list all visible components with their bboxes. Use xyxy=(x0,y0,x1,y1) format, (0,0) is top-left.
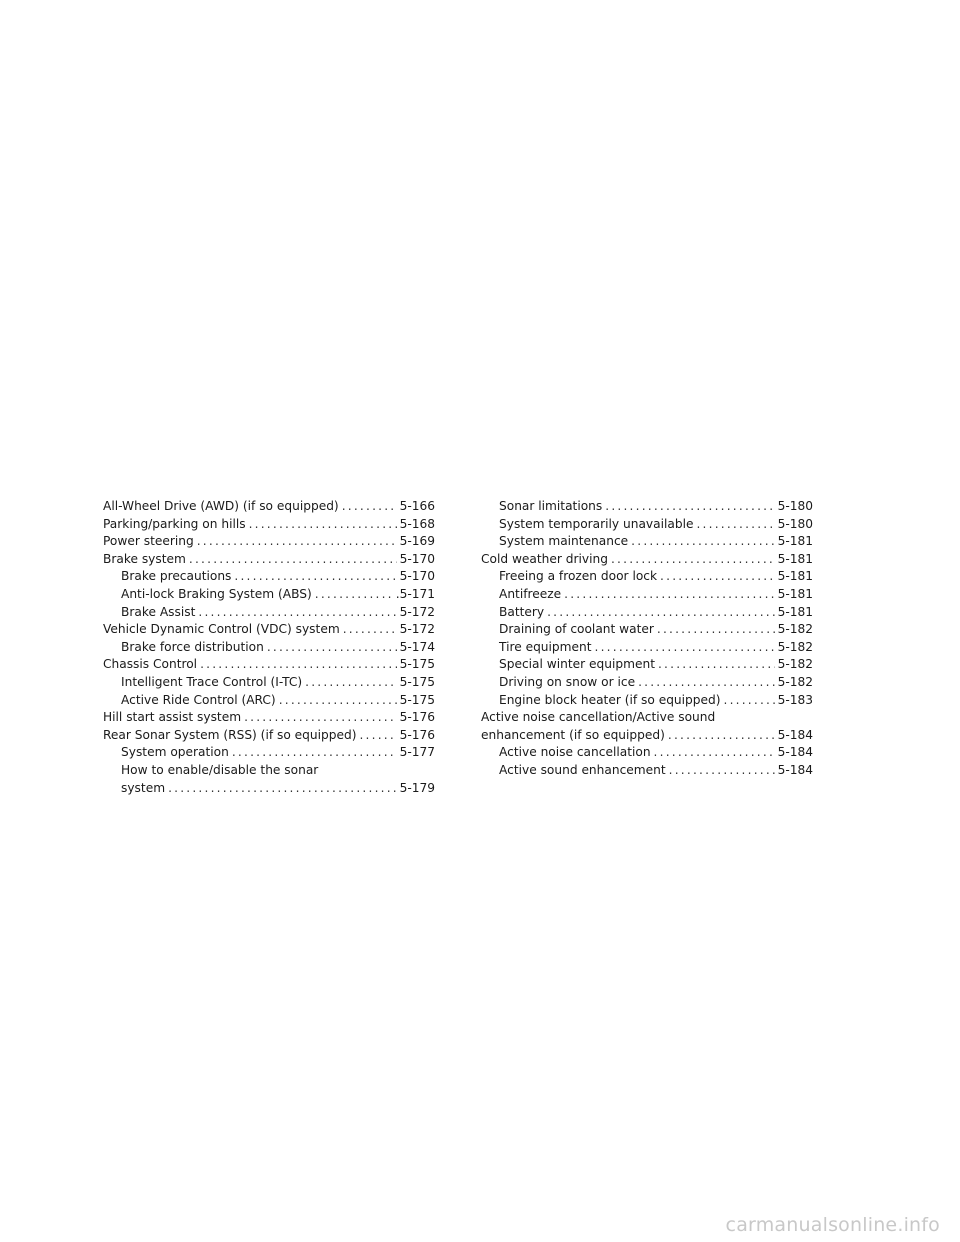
toc-entry-page: 5-175 xyxy=(399,657,435,672)
toc-entry-page: 5-172 xyxy=(399,622,435,637)
toc-entry-page: 5-181 xyxy=(777,586,813,601)
toc-entry-page: 5-183 xyxy=(777,692,813,707)
toc-entry-title: system xyxy=(121,780,166,795)
toc-entry-page: 5-182 xyxy=(777,622,813,637)
toc-entry[interactable] xyxy=(103,586,435,604)
dot-leader xyxy=(595,639,775,657)
toc-entry-page: 5-181 xyxy=(777,569,813,584)
toc-entry[interactable] xyxy=(103,551,435,569)
toc-entry-title: Cold weather driving xyxy=(481,551,608,566)
toc-entry[interactable] xyxy=(481,551,813,569)
toc-entry-title: Active Ride Control (ARC) xyxy=(121,692,276,707)
toc-entry-page: 5-181 xyxy=(777,604,813,619)
toc-entry-title: System temporarily unavailable xyxy=(499,516,694,531)
toc-entry-page: 5-184 xyxy=(777,762,813,777)
toc-entry[interactable] xyxy=(481,586,813,604)
toc-entry-page: 5-182 xyxy=(777,657,813,672)
toc-entry[interactable] xyxy=(481,516,813,534)
toc-entry-page: 5-170 xyxy=(399,551,435,566)
dot-leader xyxy=(657,621,775,639)
toc-entry-title: Brake Assist xyxy=(121,604,196,619)
toc-entry-page: 5-181 xyxy=(777,534,813,549)
toc-column-left xyxy=(103,498,435,797)
dot-leader xyxy=(660,568,775,586)
toc-entry-page: 5-184 xyxy=(777,745,813,760)
toc-entry-title: Brake force distribution xyxy=(121,639,264,654)
toc-entry-title: Battery xyxy=(499,604,545,619)
dot-leader xyxy=(232,744,397,762)
toc-entry-page: 5-184 xyxy=(777,727,813,742)
toc-entry[interactable] xyxy=(103,498,435,516)
dot-leader xyxy=(564,586,774,604)
toc-entry[interactable] xyxy=(103,709,435,727)
dot-leader xyxy=(234,568,396,586)
dot-leader xyxy=(343,621,397,639)
toc-entry-title: Draining of coolant water xyxy=(499,622,654,637)
toc-entry[interactable] xyxy=(481,568,813,586)
toc-entry-page: 5-169 xyxy=(399,534,435,549)
dot-leader xyxy=(189,551,397,569)
dot-leader xyxy=(724,692,775,710)
toc-entry[interactable] xyxy=(103,568,435,586)
dot-leader xyxy=(168,780,397,798)
toc-entry-title: Active sound enhancement xyxy=(499,762,666,777)
watermark-text: carmanualsonline.info xyxy=(725,1214,940,1236)
toc-entry[interactable] xyxy=(103,639,435,657)
toc-entry-title-line: How to enable/disable the sonar xyxy=(121,762,319,777)
toc-entry-title: Vehicle Dynamic Control (VDC) system xyxy=(103,622,340,637)
dot-leader xyxy=(359,727,396,745)
toc-entry[interactable] xyxy=(481,674,813,692)
toc-entry-page: 5-180 xyxy=(777,516,813,531)
toc-entry-title: System maintenance xyxy=(499,534,629,549)
toc-entry-title: Engine block heater (if so equipped) xyxy=(499,692,721,707)
toc-entry-title: Power steering xyxy=(103,534,194,549)
dot-leader xyxy=(197,533,397,551)
toc-entry[interactable] xyxy=(481,656,813,674)
toc-entry[interactable] xyxy=(481,621,813,639)
toc-entry-title: Driving on snow or ice xyxy=(499,674,636,689)
toc-entry-page: 5-179 xyxy=(399,780,435,795)
toc-entry-title: Rear Sonar System (RSS) (if so equipped) xyxy=(103,727,357,742)
toc-entry[interactable] xyxy=(103,533,435,551)
toc-entry[interactable] xyxy=(103,727,435,745)
toc-entry-title: enhancement (if so equipped) xyxy=(481,727,665,742)
toc-entry[interactable] xyxy=(481,604,813,622)
toc-entry-title: Freeing a frozen door lock xyxy=(499,569,658,584)
toc-entry-title: Brake precautions xyxy=(121,569,232,584)
toc-entry[interactable] xyxy=(481,762,813,780)
toc-entry[interactable] xyxy=(481,533,813,551)
toc-entry-page: 5-181 xyxy=(777,551,813,566)
dot-leader xyxy=(315,586,393,604)
dot-leader xyxy=(200,656,397,674)
toc-entry[interactable] xyxy=(481,692,813,710)
dot-leader xyxy=(305,674,396,692)
toc-entry-page: 5-176 xyxy=(399,727,435,742)
dot-leader xyxy=(611,551,775,569)
toc-entry-title: Special winter equipment xyxy=(499,657,655,672)
toc-entry-page: 5-172 xyxy=(399,604,435,619)
dot-leader xyxy=(342,498,397,516)
toc-entry-page: 5-166 xyxy=(399,499,435,513)
toc-entry[interactable] xyxy=(103,762,435,797)
dot-leader xyxy=(605,498,774,516)
toc-entry-page: 5-168 xyxy=(399,516,435,531)
toc-entry[interactable] xyxy=(103,604,435,622)
toc-entry-page: .5-171 xyxy=(395,586,435,601)
toc-entry-title: Active noise cancellation xyxy=(499,745,651,760)
toc-entry[interactable] xyxy=(103,656,435,674)
dot-leader xyxy=(244,709,397,727)
toc-entry-title: All-Wheel Drive (AWD) (if so equipped) xyxy=(103,499,339,513)
toc-entry-title: Sonar limitations xyxy=(499,499,603,513)
toc-entry-page: 5-176 xyxy=(399,710,435,725)
toc-entry-page: 5-174 xyxy=(399,639,435,654)
toc-entry-title: System operation xyxy=(121,745,229,760)
dot-leader xyxy=(669,762,775,780)
toc-entry-page: 5-175 xyxy=(399,692,435,707)
toc-entry[interactable] xyxy=(103,621,435,639)
dot-leader xyxy=(267,639,397,657)
dot-leader xyxy=(279,692,397,710)
toc-entry[interactable] xyxy=(481,498,813,516)
toc-entry[interactable] xyxy=(481,709,813,744)
dot-leader xyxy=(658,656,775,674)
toc-entry-title: Anti-lock Braking System (ABS) xyxy=(121,586,312,601)
toc-entry[interactable] xyxy=(103,674,435,692)
dot-leader xyxy=(654,744,775,762)
dot-leader xyxy=(249,516,397,534)
toc-entry-page: 5-180 xyxy=(777,499,813,513)
toc-entry[interactable] xyxy=(103,692,435,710)
toc-entry[interactable] xyxy=(103,744,435,762)
toc-entry-page: 5-175 xyxy=(399,674,435,689)
toc-entry-title-line: Active noise cancellation/Active sound xyxy=(481,710,716,725)
toc-entry[interactable] xyxy=(103,516,435,534)
toc-entry-title: Brake system xyxy=(103,551,186,566)
toc-entry-page: 5-182 xyxy=(777,639,813,654)
dot-leader xyxy=(631,533,774,551)
dot-leader xyxy=(696,516,774,534)
toc-column-right xyxy=(481,498,813,780)
dot-leader xyxy=(638,674,775,692)
toc-entry-page: 5-177 xyxy=(399,745,435,760)
toc-entry-title: Tire equipment xyxy=(499,639,592,654)
toc-entry-page: 5-182 xyxy=(777,674,813,689)
toc-entry[interactable] xyxy=(481,744,813,762)
toc-entry-title: Antifreeze xyxy=(499,586,562,601)
toc-entry-page: 5-170 xyxy=(399,569,435,584)
dot-leader xyxy=(198,604,396,622)
toc-entry-title: Parking/parking on hills xyxy=(103,516,246,531)
toc-entry-title: Chassis Control xyxy=(103,657,198,672)
toc-entry-title: Hill start assist system xyxy=(103,710,242,725)
toc-entry-title: Intelligent Trace Control (I-TC) xyxy=(121,674,303,689)
dot-leader xyxy=(547,604,774,622)
toc-entry[interactable] xyxy=(481,639,813,657)
dot-leader xyxy=(668,727,775,745)
